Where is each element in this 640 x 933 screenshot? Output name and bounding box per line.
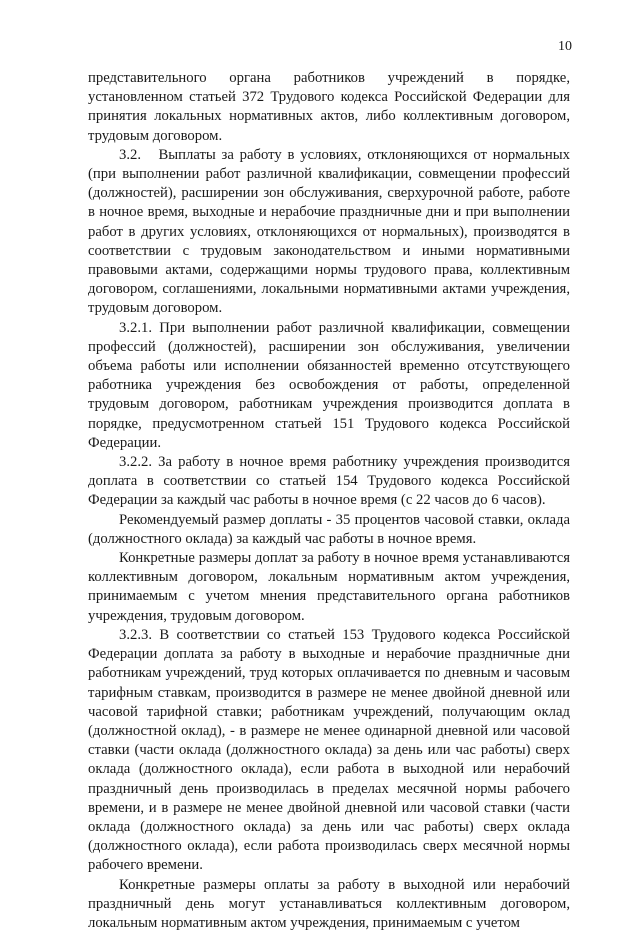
page-number: 10 (558, 39, 572, 54)
paragraph-night-specific: Конкретные размеры доплат за работу в ночное время устанавливаются коллективным договором, локальным нормативным актом учреждения, принимаемым с учетом мнения представительного органа работников учреждения, трудовым договором. (88, 550, 570, 624)
paragraph-3-2-3: 3.2.3. В соответствии со статьей 153 Трудового кодекса Российской Федерации доплата за работу в выходные и нерабочие праздничные дни работникам учреждений, труд которых оплачивается по дневным и часовым тарифным ставкам, производится в размере не менее двойной дневной или часовой тарифной ставки; работникам учреждений, получающим оклад (должностной оклад), - в размере не менее одинарной дневной или часовой ставки (части оклада (должностного оклада) за день или час работы) сверх оклада (должностного оклада), если работа в выходной или нерабочий праздничный день производилась в пределах месячной нормы рабочего времени, и в размере не менее двойной дневной или часовой ставки (части оклада (должностного оклада) за день или час работы) сверх оклада (должностного оклада), если работа производилась сверх месячной нормы рабочего времени. (88, 626, 570, 874)
paragraph-3-2-1: 3.2.1. При выполнении работ различной квалификации, совмещении профессий (должностей), расширении зон обслуживания, увеличении объема работы или исполнении обязанностей временно отсутствующего работника учреждения без освобождения от работы, определенной трудовым договором, работникам учреждения производится доплата в порядке, предусмотренном статьей 151 Трудового кодекса Российской Федерации. (88, 319, 570, 451)
document-body (88, 69, 570, 933)
paragraph-3-2: 3.2. Выплаты за работу в условиях, отклоняющихся от нормальных (при выполнении работ различной квалификации, совмещении профессий (должностей), расширении зон обслуживания, сверхурочной работе, работе в ночное время, выходные и нерабочие праздничные дни и при выполнении работ в других условиях, отклоняющихся от нормальных), производятся в соответствии с трудовым законодательством и иными нормативными правовыми актами, содержащими нормы трудового права, коллективным договором, соглашениями, локальными нормативными актами учреждения, трудовым договором. (88, 146, 570, 317)
paragraph-3-2-2: 3.2.2. За работу в ночное время работнику учреждения производится доплата в соответствии со статьей 154 Трудового кодекса Российской Федерации за каждый час работы в ночное время (с 22 часов до 6 часов). (88, 454, 570, 509)
paragraph-continuation: представительного органа работников учреждений в порядке, установленном статьей 372 Трудового кодекса Российской Федерации для принятия локальных нормативных актов, либо коллективным договором, трудовым договором. (88, 70, 570, 144)
paragraph-holiday-specific: Конкретные размеры оплаты за работу в выходной или нерабочий праздничный день могут устанавливаться коллективным договором, локальным нормативным актом учреждения, принимаемым с учетом (88, 876, 570, 931)
paragraph-night-rate: Рекомендуемый размер доплаты - 35 процентов часовой ставки, оклада (должностного оклада) за каждый час работы в ночное время. (88, 511, 570, 547)
